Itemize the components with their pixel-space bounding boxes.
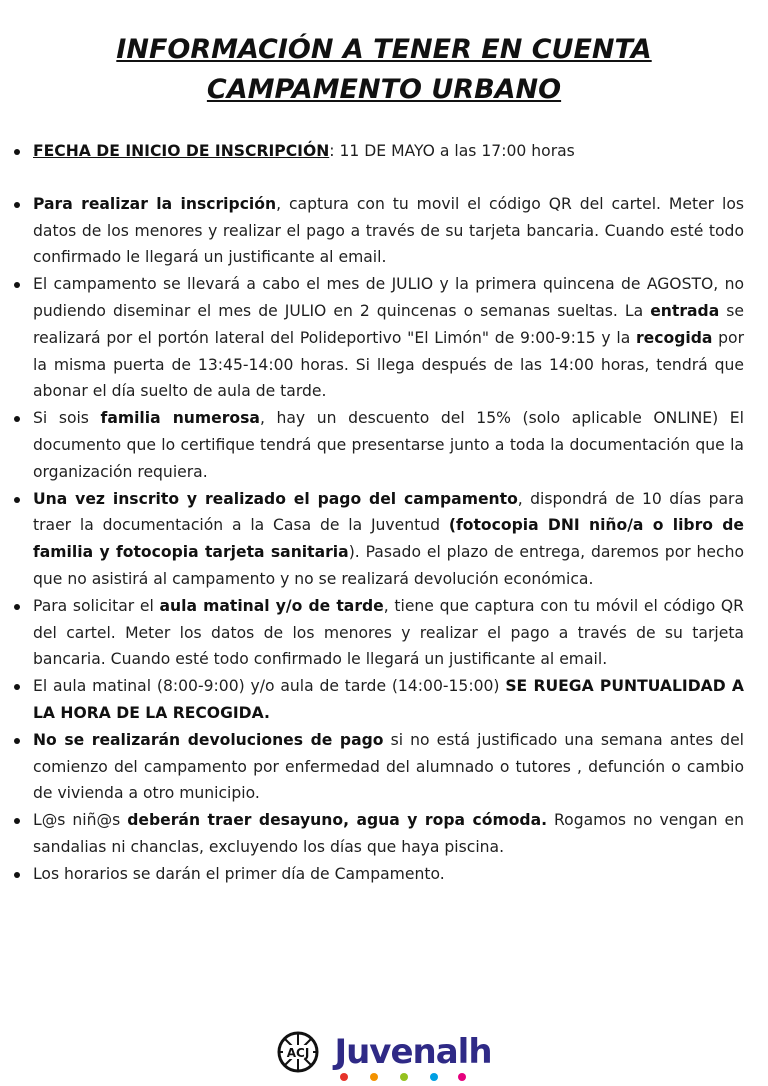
- svg-text:ACJ: ACJ: [287, 1046, 310, 1060]
- list-item-horario-aulas: [14, 673, 744, 727]
- item-text: L@s niñ@s: [33, 811, 128, 830]
- item-bold: recogida: [635, 328, 713, 347]
- list-item-devoluciones: [14, 727, 744, 807]
- item-text: si no está justificado una semana antes del comienzo del campamento por enfermedad del alumnado o tutores , defunción o cambio de vivienda a otro municipio.: [33, 730, 745, 803]
- item-text: , hay un descuento del 15% (solo aplicable ONLINE) El documento que lo certifique tendrá que presentarse junto a toda la documentación que la organización requiera.: [33, 409, 744, 481]
- list-item-desayuno: [14, 807, 744, 861]
- item-text: , tiene que captura con tu móvil el código QR del cartel. Meter los datos de los menores y realizar el pago a través de su tarjeta bancaria. Cuando esté todo confirmado le llegará un justificante al email.: [33, 596, 745, 669]
- list-item-familia-numerosa: [14, 405, 744, 485]
- document-title: [0, 30, 768, 110]
- item-text: El campamento se llevará a cabo el mes de JULIO y la primera quincena de AGOSTO, no pudiendo diseminar el mes de JULIO en 2 quincenas o semanas sueltas. La: [33, 275, 744, 320]
- item-text: Para solicitar el: [33, 596, 160, 615]
- item-text: ). Pasado el plazo de entrega, daremos por hecho que no asistirá al campamento y no se realizará devolución económica.: [33, 543, 745, 588]
- item-text: Los horarios se darán el primer día de Campamento.: [33, 864, 445, 883]
- item-bold: familia numerosa: [100, 409, 260, 428]
- juvenalh-color-dots: [334, 1072, 474, 1082]
- item-bold: No se realizarán devoluciones de pago: [33, 730, 384, 749]
- item-bold: entrada: [650, 301, 720, 320]
- item-text: Rogamos no vengan en sandalias ni chanclas, excluyendo los días que haya piscina.: [33, 811, 744, 856]
- list-item-fecha-inicio: [14, 138, 744, 165]
- item-bold: aula matinal y/o de tarde: [159, 596, 384, 615]
- title-line-1: INFORMACIÓN A TENER EN CUENTA: [116, 34, 652, 65]
- acj-logo: [276, 1030, 320, 1074]
- item-bold: Una vez inscrito y realizado el pago del campamento: [33, 489, 518, 508]
- item-bold: SE RUEGA PUNTUALIDAD A LA HORA DE LA RECOGIDA.: [33, 677, 744, 722]
- item-bold: (fotocopia DNI niño/a o libro de familia y fotocopia tarjeta sanitaria: [33, 516, 745, 562]
- item-text: : 11 DE MAYO a las 17:00 horas: [329, 142, 575, 160]
- item-bold: deberán traer desayuno, agua y ropa cómoda.: [127, 811, 548, 830]
- list-item-horarios: [14, 861, 744, 888]
- item-bold: Para realizar la inscripción: [33, 194, 277, 213]
- list-item-inscripcion: [14, 191, 744, 271]
- juvenalh-logo: [334, 1030, 491, 1074]
- item-bold: FECHA DE INICIO DE INSCRIPCIÓN: [33, 142, 330, 160]
- item-text: , dispondrá de 10 días para traer la documentación a la Casa de la Juventud: [33, 489, 745, 535]
- item-text: , captura con tu movil el código QR del cartel. Meter los datos de los menores y realizar el pago a través de su tarjeta bancaria. Cuando esté todo confirmado le llegará un justificante al email.: [33, 194, 744, 267]
- item-text: Si sois: [33, 409, 101, 428]
- item-text: El aula matinal (8:00-9:00) y/o aula de tarde (14:00-15:00): [33, 677, 506, 696]
- title-line-2: CAMPAMENTO URBANO: [206, 74, 562, 105]
- juvenalh-logo-text: Juvenalh: [334, 1032, 492, 1072]
- item-text: se realizará por el portón lateral del Polideportivo "El Limón" de 9:00-9:15 y la: [33, 301, 744, 347]
- list-item-aula-matinal: [14, 593, 744, 673]
- footer-logos: [0, 1030, 768, 1074]
- info-list: [14, 138, 744, 888]
- list-item-campamento-fechas: [14, 271, 744, 405]
- list-item-documentacion: [14, 486, 744, 593]
- item-text: por la misma puerta de 13:45-14:00 horas. Si llega después de las 14:00 horas, tendrá que abonar el día suelto de aula de tarde.: [33, 328, 744, 401]
